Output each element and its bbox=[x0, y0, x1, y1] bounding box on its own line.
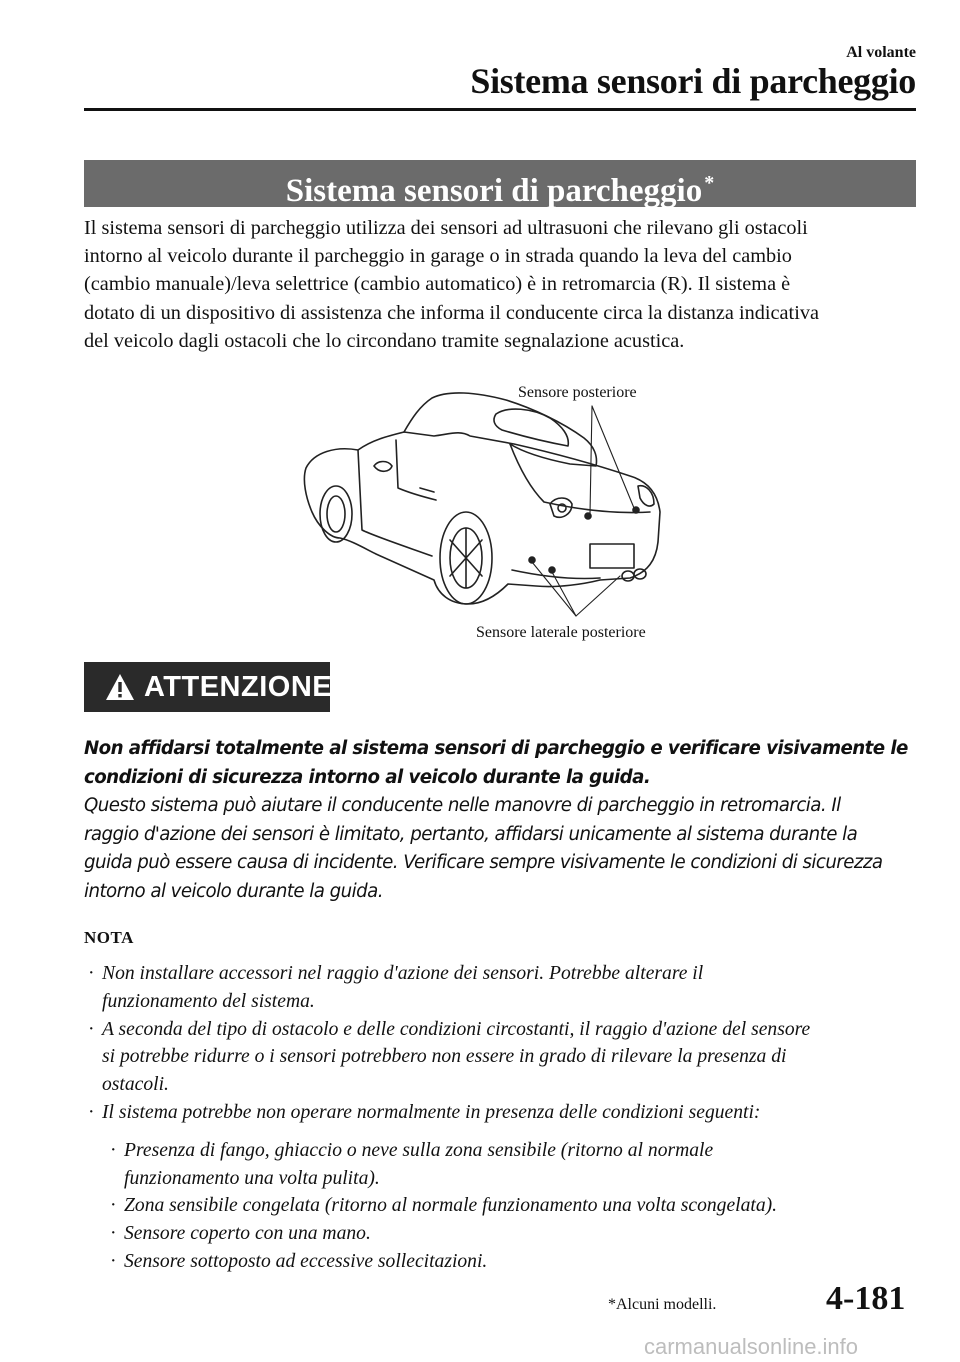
running-chapter: Al volante bbox=[846, 44, 916, 61]
intro-line: intorno al veicolo durante il parcheggio in garage o in strada quando la leva del cambio bbox=[84, 245, 792, 268]
nota-line: ostacoli. bbox=[102, 1074, 169, 1096]
warning-text bbox=[84, 735, 924, 906]
warning-body-line: raggio d'azione dei sensori è limitato, pertanto, affidarsi unicamente al sistema durante la bbox=[84, 823, 858, 845]
header-rule bbox=[84, 108, 916, 111]
nota-line: si potrebbe ridurre o i sensori potrebbero non essere in grado di rilevare la presenza di bbox=[102, 1046, 787, 1068]
footnote: *Alcuni modelli. bbox=[608, 1296, 717, 1313]
nota-line: Sensore sottoposto ad eccessive sollecitazioni. bbox=[124, 1250, 488, 1272]
nota-line: Sensore coperto con una mano. bbox=[124, 1223, 371, 1245]
nota-subitem bbox=[106, 1220, 924, 1248]
nota-sublist bbox=[84, 1137, 924, 1276]
nota-item bbox=[84, 1099, 924, 1127]
label-rear-side-sensor: Sensore laterale posteriore bbox=[476, 624, 646, 641]
nota-line: Il sistema potrebbe non operare normalmente in presenza delle condizioni seguenti: bbox=[102, 1101, 761, 1123]
warning-bold-line: Non affidarsi totalmente al sistema sensori di parcheggio e verificare visivamente le bbox=[84, 738, 908, 759]
running-title: Sistema sensori di parcheggio bbox=[470, 61, 916, 101]
nota-list bbox=[84, 960, 924, 1276]
nota-item bbox=[84, 960, 924, 1016]
watermark-link[interactable]: carmanualsonline.info bbox=[644, 1334, 859, 1359]
nota-item bbox=[84, 1016, 924, 1099]
nota-title: NOTA bbox=[84, 928, 134, 947]
section-title: Sistema sensori di parcheggio bbox=[285, 173, 703, 209]
page-number: 4-181 bbox=[826, 1280, 906, 1317]
car-rear-illustration bbox=[300, 380, 680, 650]
intro-line: del veicolo dagli ostacoli che lo circondano tramite segnalazione acustica. bbox=[84, 329, 685, 352]
nota-line: funzionamento una volta pulita). bbox=[124, 1167, 380, 1189]
section-title-band bbox=[84, 160, 916, 207]
nota-line: A seconda del tipo di ostacolo e delle condizioni circostanti, il raggio d'azione del sensore bbox=[102, 1018, 811, 1040]
label-rear-sensor: Sensore posteriore bbox=[518, 384, 637, 401]
parking-sensor-figure bbox=[300, 380, 680, 650]
warning-triangle-icon bbox=[104, 672, 136, 702]
intro-line: Il sistema sensori di parcheggio utilizza dei sensori ad ultrasuoni che rilevano gli ostacoli bbox=[84, 217, 808, 239]
nota-line: Presenza di fango, ghiaccio o neve sulla zona sensibile (ritorno al normale bbox=[124, 1139, 714, 1161]
nota-line: Non installare accessori nel raggio d'azione dei sensori. Potrebbe alterare il bbox=[102, 963, 704, 984]
intro-line: (cambio manuale)/leva selettrice (cambio automatico) è in retromarcia (R). Il sistema è bbox=[84, 273, 791, 296]
nota-subitem bbox=[106, 1248, 924, 1276]
warning-body-line: Questo sistema può aiutare il conducente nelle manovre di parcheggio in retromarcia. Il bbox=[84, 795, 841, 816]
nota-line: Zona sensibile congelata (ritorno al normale funzionamento una volta scongelata). bbox=[124, 1195, 778, 1217]
warning-body-line: guida può essere causa di incidente. Verificare sempre visivamente le condizioni di sicurezza bbox=[84, 852, 883, 873]
warning-bold-line: condizioni di sicurezza intorno al veicolo durante la guida. bbox=[84, 766, 651, 788]
intro-paragraph bbox=[84, 214, 920, 355]
warning-badge-label: ATTENZIONE bbox=[144, 671, 333, 703]
section-asterisk: * bbox=[704, 172, 715, 194]
nota-subitem bbox=[106, 1192, 924, 1220]
warning-badge bbox=[84, 662, 333, 712]
warning-body-line: intorno al veicolo durante la guida. bbox=[84, 880, 383, 902]
nota-line: funzionamento del sistema. bbox=[102, 990, 315, 1012]
nota-subitem bbox=[106, 1137, 924, 1193]
intro-line: dotato di un dispositivo di assistenza che informa il conducente circa la distanza indicativa bbox=[84, 301, 819, 324]
